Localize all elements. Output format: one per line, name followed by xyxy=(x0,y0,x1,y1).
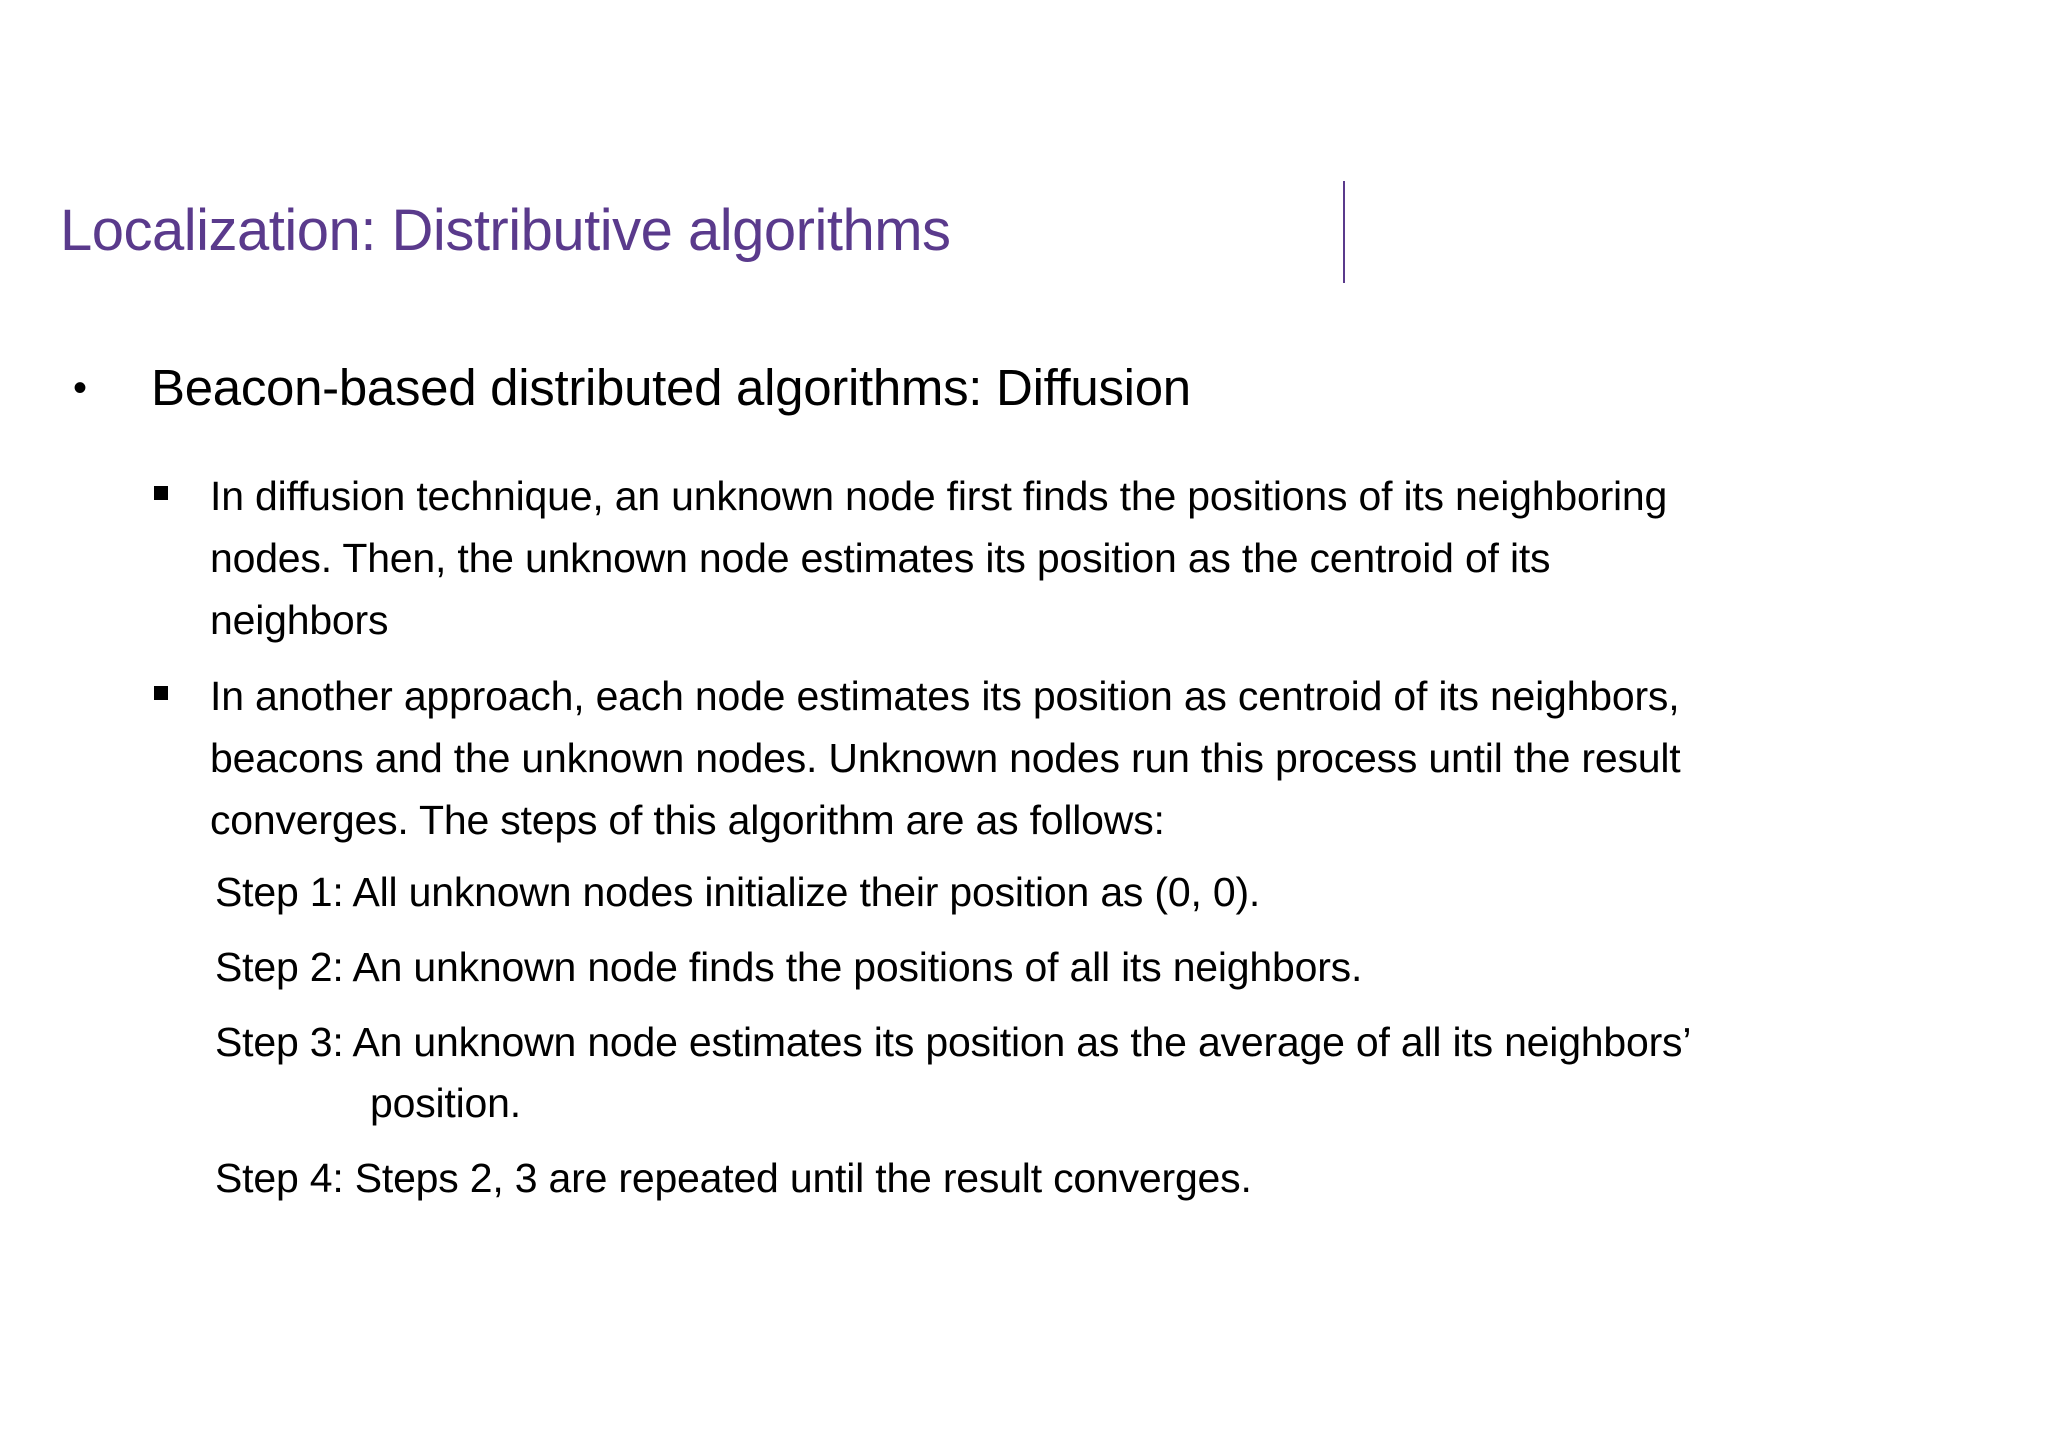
step-label: Step 1: xyxy=(215,869,344,915)
step-3-continuation: position. xyxy=(370,1080,521,1126)
square-bullet-icon xyxy=(154,686,168,700)
list-item-line: neighbors xyxy=(210,597,389,643)
step-text: An unknown node estimates its position as the average of all its neighbors’ xyxy=(352,1019,1692,1065)
step-3 xyxy=(215,1012,1995,1073)
step-text: An unknown node finds the positions of all its neighbors. xyxy=(352,944,1363,990)
list-item-line: nodes. Then, the unknown node estimates its position as the centroid of its xyxy=(210,535,1551,581)
list-item-line: In another approach, each node estimates its position as centroid of its neighbors, xyxy=(210,673,1680,719)
list-item-line: In diffusion technique, an unknown node first finds the positions of its neighboring xyxy=(210,473,1668,519)
square-bullet-icon xyxy=(154,486,168,500)
list-item-line: beacons and the unknown nodes. Unknown nodes run this process until the result xyxy=(210,735,1681,781)
step-4 xyxy=(215,1148,1995,1209)
step-label: Step 2: xyxy=(215,944,344,990)
title-divider xyxy=(1343,181,1345,283)
step-text: Steps 2, 3 are repeated until the result converges. xyxy=(354,1155,1252,1201)
slide-title: Localization: Distributive algorithms xyxy=(60,198,951,263)
step-1 xyxy=(215,862,1995,923)
list-item-line: converges. The steps of this algorithm are as follows: xyxy=(210,797,1165,843)
heading-bullet: • xyxy=(73,366,88,410)
step-label: Step 4: xyxy=(215,1155,344,1201)
steps-list xyxy=(215,862,1995,1209)
step-text: All unknown nodes initialize their position as (0, 0). xyxy=(352,869,1261,915)
step-label: Step 3: xyxy=(215,1019,344,1065)
step-2 xyxy=(215,937,1995,998)
section-heading: Beacon-based distributed algorithms: Diffusion xyxy=(151,359,1191,416)
